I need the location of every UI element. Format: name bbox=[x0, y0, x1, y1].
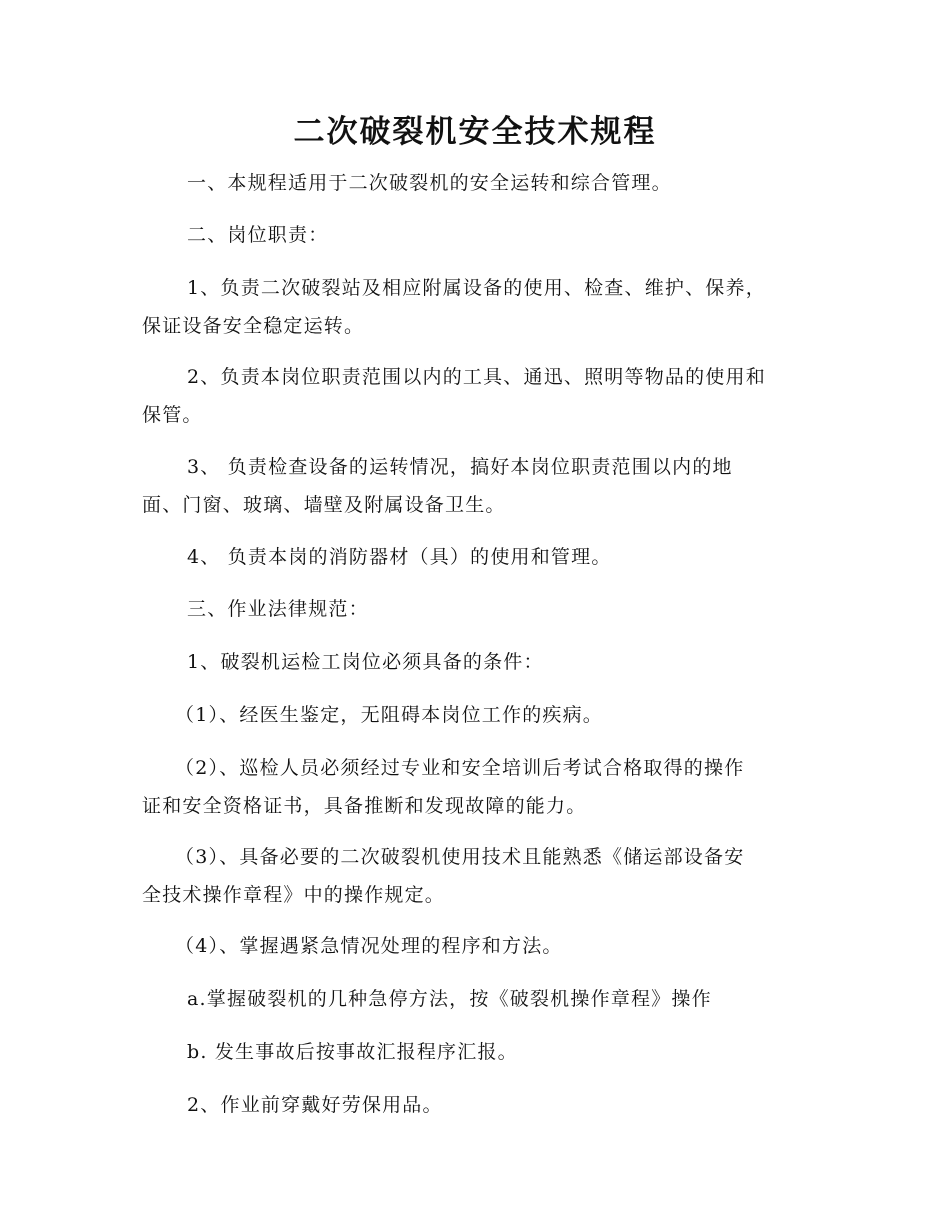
paragraph-line: （3）、具备必要的二次破裂机使用技术且能熟悉《储运部设备安 bbox=[175, 846, 745, 868]
paragraph-line: 三、作业法律规范： bbox=[187, 598, 369, 620]
paragraph-line: a.掌握破裂机的几种急停方法，按《破裂机操作章程》操作 bbox=[187, 988, 712, 1010]
paragraph-line: 保证设备安全稳定运转。 bbox=[142, 315, 365, 337]
paragraph-line: 4、 负责本岗的消防器材（具）的使用和管理。 bbox=[187, 546, 612, 568]
paragraph-line: 保管。 bbox=[142, 404, 203, 426]
paragraph-line: （4）、掌握遇紧急情况处理的程序和方法。 bbox=[175, 935, 563, 957]
paragraph-line: 全技术操作章程》中的操作规定。 bbox=[142, 884, 446, 906]
paragraph-duty-3 bbox=[142, 448, 812, 524]
paragraph-condition-3 bbox=[142, 838, 812, 914]
paragraph-line: （2）、巡检人员必须经过专业和安全培训后考试合格取得的操作 bbox=[175, 757, 745, 779]
paragraph-line: 1、负责二次破裂站及相应附属设备的使用、检查、维护、保养， bbox=[187, 277, 766, 299]
paragraph-line: 2、负责本岗位职责范围以内的工具、通迅、照明等物品的使用和 bbox=[187, 366, 766, 388]
paragraph-line: b. 发生事故后按事故汇报程序汇报。 bbox=[187, 1041, 518, 1063]
paragraph-line: （1）、经医生鉴定，无阻碍本岗位工作的疾病。 bbox=[175, 704, 603, 726]
paragraph-condition-1 bbox=[142, 696, 812, 734]
paragraph-line: 1、破裂机运检工岗位必须具备的条件： bbox=[187, 651, 544, 673]
paragraph-condition-4 bbox=[142, 927, 812, 965]
paragraph-norm-2 bbox=[142, 1086, 812, 1124]
paragraph-duty-1 bbox=[142, 269, 812, 345]
paragraph-line: 2、作业前穿戴好劳保用品。 bbox=[187, 1094, 443, 1116]
paragraph-duty-2 bbox=[142, 358, 812, 434]
paragraph-item-a bbox=[142, 980, 812, 1018]
paragraph-item-b bbox=[142, 1033, 812, 1071]
paragraph-line: 3、 负责检查设备的运转情况，搞好本岗位职责范围以内的地 bbox=[187, 456, 733, 478]
paragraph-line: 二、岗位职责： bbox=[187, 224, 329, 246]
paragraph-line: 面、门窗、玻璃、墙壁及附属设备卫生。 bbox=[142, 494, 506, 516]
paragraph-norm-1 bbox=[142, 643, 812, 681]
paragraph-line: 证和安全资格证书，具备推断和发现故障的能力。 bbox=[142, 795, 587, 817]
paragraph-norms-heading bbox=[142, 590, 812, 628]
paragraph-duties-heading bbox=[142, 216, 812, 254]
document-title: 二次破裂机安全技术规程 bbox=[293, 114, 657, 150]
paragraph-condition-2 bbox=[142, 749, 812, 825]
paragraph-scope bbox=[142, 164, 812, 202]
paragraph-line: 一、本规程适用于二次破裂机的安全运转和综合管理。 bbox=[187, 172, 672, 194]
paragraph-duty-4 bbox=[142, 538, 812, 576]
